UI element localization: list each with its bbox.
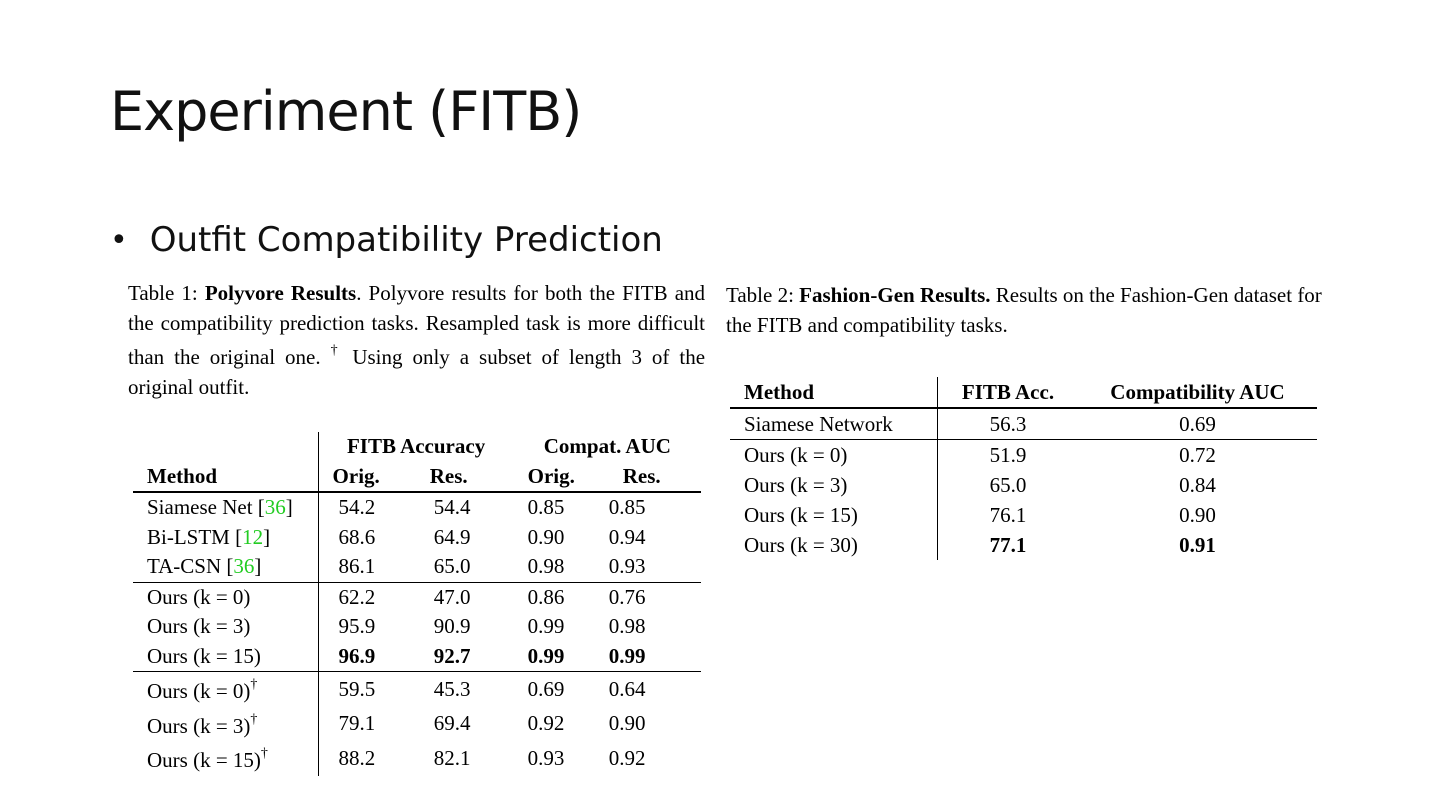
bullet-item — [110, 220, 663, 260]
table-row — [133, 492, 701, 523]
table1-caption-dagger: † — [330, 343, 343, 358]
value-cell: 0.93 — [527, 745, 565, 770]
table-row — [133, 672, 701, 707]
method-cell — [133, 582, 318, 612]
value-cell: 0.90 — [608, 711, 646, 735]
value-cell: 96.9 — [318, 642, 420, 672]
table1-header-row — [133, 462, 701, 493]
value-cell: 90.9 — [433, 614, 471, 638]
value-cell: 0.99 — [609, 642, 701, 672]
table2-col-fitb: FITB Acc. — [938, 377, 1079, 408]
table2-caption — [726, 281, 1326, 340]
table-row — [133, 612, 701, 642]
value-cell: 0.91 — [1179, 533, 1216, 557]
value-cell: 45.3 — [433, 676, 471, 701]
method-name: Siamese Net [ — [147, 495, 265, 519]
value-cell: 54.4 — [433, 495, 471, 519]
value-cell: 0.98 — [608, 614, 646, 638]
citation-bracket: ] — [254, 554, 262, 578]
method-name: Ours (k = 15) — [147, 643, 261, 668]
method-cell — [133, 523, 318, 553]
value-cell: 82.1 — [433, 745, 471, 770]
method-cell: Ours (k = 15) — [730, 500, 938, 530]
method-cell — [133, 492, 318, 523]
table2-caption-label: Table 2: — [726, 283, 794, 307]
fashion-gen-results-table — [730, 377, 1317, 560]
value-cell: 65.0 — [420, 552, 514, 582]
citation-bracket: ] — [285, 495, 293, 519]
value-cell: 69.4 — [433, 711, 471, 735]
value-cell: 0.76 — [608, 584, 646, 609]
table1-col-fitb-res: Res. — [420, 462, 514, 493]
table1-col-method: Method — [133, 462, 318, 493]
value-cell: 54.2 — [338, 495, 376, 519]
method-name: Ours (k = 0) — [147, 584, 251, 609]
table1-caption-tail: Using only a subset of length 3 of the original outfit. — [128, 345, 706, 399]
value-cell: 65.0 — [989, 473, 1027, 497]
method-cell — [133, 672, 318, 707]
polyvore-results-table — [133, 432, 701, 776]
value-cell: 0.69 — [527, 676, 565, 701]
method-cell — [133, 707, 318, 742]
dagger-mark: † — [250, 711, 258, 727]
table-row — [730, 470, 1317, 500]
table1-group-fitb: FITB Accuracy — [346, 434, 486, 458]
value-cell: 0.86 — [527, 584, 565, 609]
method-cell: Ours (k = 3) — [730, 470, 938, 500]
table-row — [730, 408, 1317, 440]
method-name: Ours (k = 15) — [147, 748, 261, 772]
method-cell: Ours (k = 0) — [730, 440, 938, 471]
value-cell: 0.72 — [1179, 443, 1216, 467]
value-cell: 68.6 — [338, 524, 376, 549]
table1-caption — [128, 279, 705, 402]
table-row — [730, 500, 1317, 530]
table2-col-method: Method — [730, 377, 938, 408]
value-cell: 0.85 — [608, 495, 646, 519]
table1-caption-bold: Polyvore Results — [204, 281, 357, 305]
value-cell: 0.90 — [527, 524, 565, 549]
table-row — [133, 582, 701, 612]
value-cell: 62.2 — [338, 584, 376, 609]
value-cell: 0.84 — [1179, 473, 1216, 497]
method-cell: Ours (k = 30) — [730, 530, 938, 560]
table-row — [730, 530, 1317, 560]
value-cell: 0.85 — [527, 495, 565, 519]
value-cell: 0.98 — [514, 552, 609, 582]
table1-group-header-row — [133, 432, 701, 462]
method-cell — [133, 612, 318, 642]
value-cell: 0.92 — [527, 711, 565, 735]
value-cell: 95.9 — [338, 614, 376, 638]
table1-caption-text: . Polyvore results for both the FITB and the compatibility prediction tasks. Resampled task is more difficult than the original one. — [128, 281, 706, 369]
citation-bracket: ] — [263, 524, 271, 549]
table-row — [133, 741, 701, 776]
value-cell: 64.9 — [433, 524, 471, 549]
table1-col-auc-orig: Orig. — [514, 462, 609, 493]
value-cell: 0.94 — [608, 524, 646, 549]
value-cell: 0.69 — [1078, 408, 1317, 440]
table-row — [730, 440, 1317, 471]
table1-caption-label: Table 1: — [128, 281, 198, 305]
table-row — [133, 523, 701, 553]
method-cell — [133, 741, 318, 776]
table1-group-auc: Compat. AUC — [543, 434, 671, 458]
value-cell: 0.64 — [608, 676, 646, 701]
table1-col-auc-res: Res. — [609, 462, 701, 493]
value-cell: 92.7 — [420, 642, 514, 672]
value-cell: 56.3 — [938, 408, 1079, 440]
value-cell: 0.93 — [609, 552, 701, 582]
table-row — [133, 552, 701, 582]
value-cell: 77.1 — [989, 533, 1027, 557]
value-cell: 0.99 — [514, 642, 609, 672]
table1-col-fitb-orig: Orig. — [318, 462, 420, 493]
dagger-mark: † — [260, 746, 268, 761]
table2-caption-text: Results on the Fashion-Gen dataset for the FITB and compatibility tasks. — [726, 283, 1322, 337]
table2-col-auc: Compatibility AUC — [1078, 377, 1317, 408]
value-cell: 79.1 — [338, 711, 376, 735]
bullet-text: Outfit Compatibility Prediction — [149, 220, 663, 260]
value-cell: 76.1 — [989, 503, 1027, 527]
method-name: Ours (k = 0) — [147, 679, 251, 703]
value-cell: 0.90 — [1179, 503, 1216, 527]
citation-link[interactable]: 36 — [233, 554, 255, 578]
value-cell: 0.99 — [527, 614, 565, 638]
method-cell: Siamese Network — [730, 408, 938, 440]
method-name: Ours (k = 3) — [147, 713, 251, 738]
value-cell: 51.9 — [989, 443, 1027, 467]
slide-title: Experiment (FITB) — [110, 80, 582, 143]
citation-link[interactable]: 36 — [264, 495, 286, 519]
table2-caption-bold: Fashion-Gen Results. — [799, 283, 991, 307]
table2-header-row — [730, 377, 1317, 408]
bullet-dot-icon: • — [110, 222, 128, 258]
method-cell — [133, 642, 318, 672]
method-cell — [133, 552, 318, 582]
method-name: Ours (k = 3) — [147, 614, 251, 638]
table-row — [133, 707, 701, 742]
dagger-mark: † — [250, 677, 258, 692]
citation-link[interactable]: 12 — [242, 524, 264, 549]
value-cell: 47.0 — [433, 584, 471, 609]
table-row — [133, 642, 701, 672]
method-name: Bi-LSTM [ — [147, 524, 243, 549]
value-cell: 88.2 — [338, 745, 376, 770]
value-cell: 86.1 — [318, 552, 420, 582]
value-cell: 59.5 — [338, 676, 376, 701]
value-cell: 0.92 — [608, 745, 646, 770]
method-name: TA-CSN [ — [147, 554, 234, 578]
